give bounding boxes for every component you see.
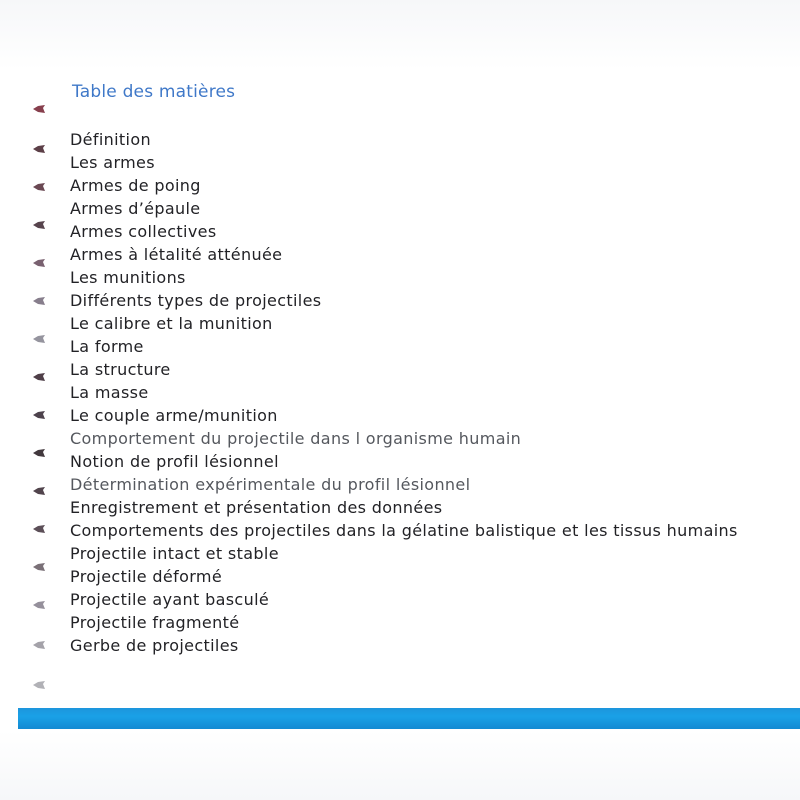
toc-entry-label: Armes collectives <box>70 222 217 241</box>
toc-entry-label: Les munitions <box>70 268 186 287</box>
toc-entry <box>70 128 738 151</box>
toc-entry-label: Projectile ayant basculé <box>70 590 270 609</box>
toc-entry-label: Définition <box>70 130 151 149</box>
toc-entry <box>70 588 738 611</box>
binding-ring-mark <box>32 144 46 154</box>
toc-entry <box>70 473 738 496</box>
binding-ring-mark <box>32 680 46 690</box>
toc-entry <box>70 565 738 588</box>
toc-entry-label: Le couple arme/munition <box>70 406 278 425</box>
toc-entry-label: Différents types de projectiles <box>70 291 322 310</box>
binding-ring-mark <box>32 486 46 496</box>
binding-ring-mark <box>32 258 46 268</box>
toc-entry <box>70 312 738 335</box>
toc-entry <box>70 381 738 404</box>
toc-entry-label: Comportements des projectiles dans la gélatine balistique et les tissus humains <box>70 521 738 540</box>
toc-entry <box>70 266 738 289</box>
binding-ring-mark <box>32 562 46 572</box>
toc-entry-label: Projectile déformé <box>70 567 223 586</box>
binding-ring-mark <box>32 104 46 114</box>
binding-ring-mark <box>32 334 46 344</box>
toc-entry-label: Comportement du projectile dans l organisme humain <box>70 429 522 448</box>
toc-entry <box>70 220 738 243</box>
toc-entry <box>70 151 738 174</box>
binding-ring-mark <box>32 296 46 306</box>
binding-ring-mark <box>32 372 46 382</box>
binding-ring-mark <box>32 182 46 192</box>
toc-entry-label: Enregistrement et présentation des données <box>70 498 443 517</box>
toc-entry <box>70 542 738 565</box>
toc-entry-label: Gerbe de projectiles <box>70 636 239 655</box>
toc-entry <box>70 519 738 542</box>
binding-ring-mark <box>32 220 46 230</box>
toc-title: Table des matières <box>72 82 236 102</box>
binding-ring-mark <box>32 600 46 610</box>
toc-list <box>70 128 738 657</box>
toc-entry-label: La forme <box>70 337 144 356</box>
binding-ring-mark <box>32 410 46 420</box>
binding-ring-mark <box>32 448 46 458</box>
toc-entry <box>70 289 738 312</box>
toc-entry <box>70 335 738 358</box>
toc-entry <box>70 243 738 266</box>
toc-entry-label: Notion de profil lésionnel <box>70 452 279 471</box>
blue-footer-band <box>18 708 800 729</box>
toc-entry <box>70 174 738 197</box>
toc-entry <box>70 450 738 473</box>
toc-entry-label: Armes de poing <box>70 176 201 195</box>
toc-entry-label: Armes d’épaule <box>70 199 201 218</box>
toc-entry-label: Détermination expérimentale du profil lésionnel <box>70 475 471 494</box>
binding-ring-mark <box>32 524 46 534</box>
toc-entry <box>70 404 738 427</box>
toc-entry-label: Projectile fragmenté <box>70 613 240 632</box>
toc-entry <box>70 197 738 220</box>
toc-entry-label: Le calibre et la munition <box>70 314 273 333</box>
toc-entry-label: La structure <box>70 360 171 379</box>
toc-entry <box>70 634 738 657</box>
toc-entry-label: Projectile intact et stable <box>70 544 279 563</box>
binding-ring-mark <box>32 640 46 650</box>
toc-entry <box>70 496 738 519</box>
toc-entry-label: Armes à létalité atténuée <box>70 245 283 264</box>
toc-entry <box>70 427 738 450</box>
toc-entry <box>70 358 738 381</box>
toc-entry <box>70 611 738 634</box>
toc-entry-label: La masse <box>70 383 149 402</box>
toc-entry-label: Les armes <box>70 153 155 172</box>
binding-rings <box>24 100 54 700</box>
